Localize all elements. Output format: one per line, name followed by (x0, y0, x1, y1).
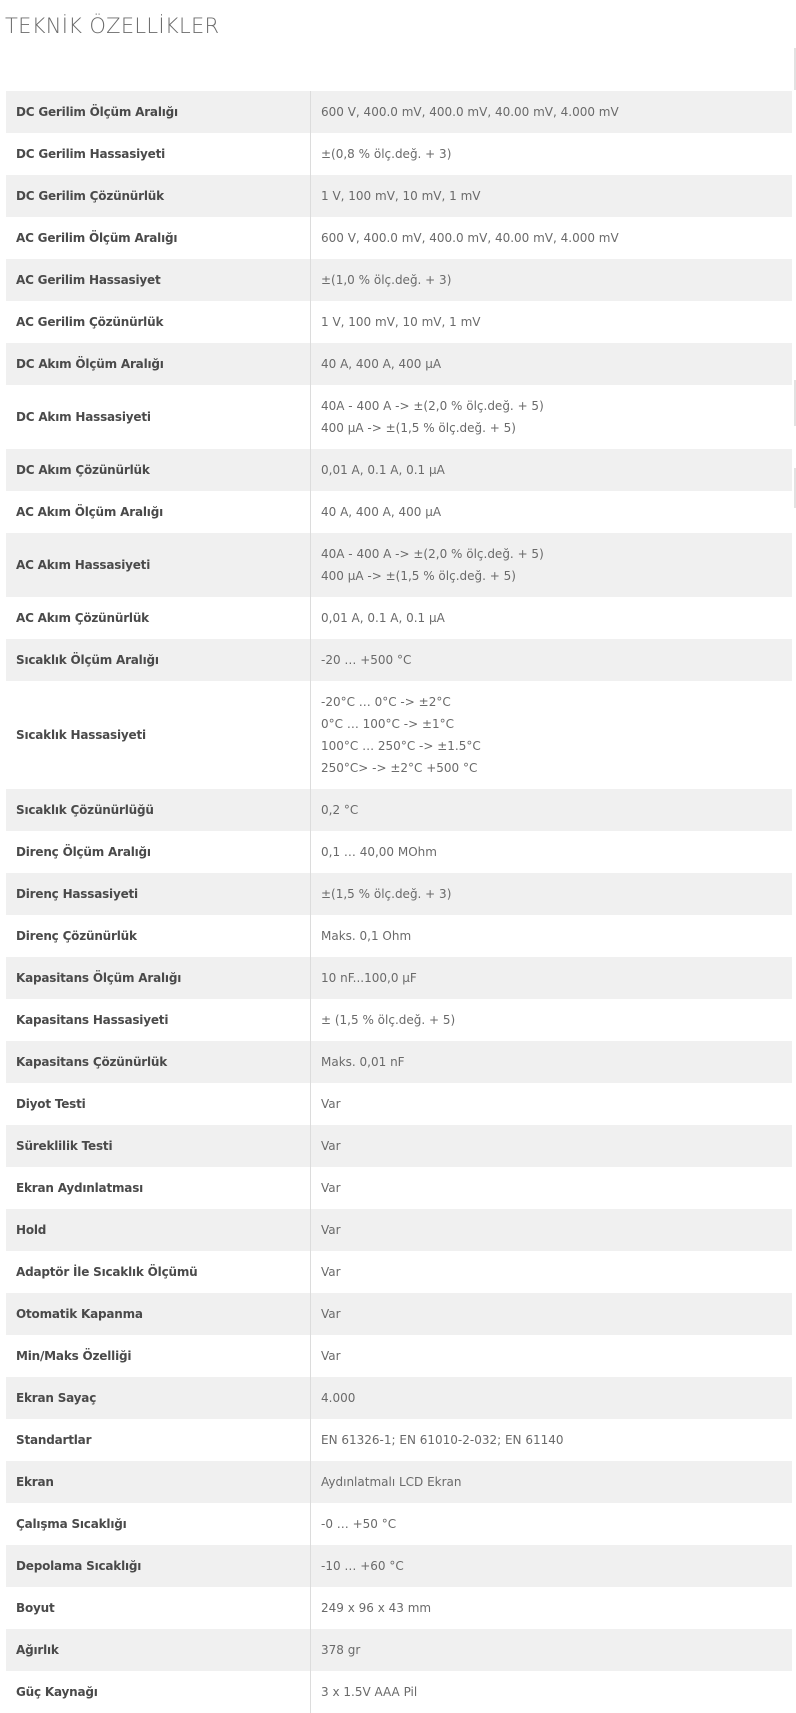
spec-row (6, 217, 792, 259)
spec-row (6, 533, 792, 597)
spec-value (311, 1125, 793, 1167)
spec-value (311, 343, 793, 385)
spec-value-line: -10 … +60 °C (321, 1559, 404, 1573)
spec-row (6, 957, 792, 999)
spec-value-line: 600 V, 400.0 mV, 400.0 mV, 40.00 mV, 4.000 mV (321, 231, 619, 245)
spec-value-line: 100°C … 250°C -> ±1.5°C (321, 739, 481, 753)
spec-row (6, 91, 792, 133)
spec-value-line: Var (321, 1181, 341, 1195)
spec-value-line: 1 V, 100 mV, 10 mV, 1 mV (321, 189, 481, 203)
spec-label: AC Akım Hassasiyeti (6, 533, 311, 597)
spec-value (311, 999, 793, 1041)
spec-row (6, 1587, 792, 1629)
spec-label: Min/Maks Özelliği (6, 1335, 311, 1377)
spec-value-line: 10 nF...100,0 µF (321, 971, 417, 985)
spec-row (6, 999, 792, 1041)
spec-value-line: 0,01 A, 0.1 A, 0.1 µA (321, 611, 445, 625)
spec-value-line: Aydınlatmalı LCD Ekran (321, 1475, 462, 1489)
spec-label: Kapasitans Hassasiyeti (6, 999, 311, 1041)
page-title: TEKNİK ÖZELLİKLER (5, 14, 220, 38)
spec-value-line: 3 x 1.5V AAA Pil (321, 1685, 418, 1699)
spec-row (6, 831, 792, 873)
spec-value (311, 789, 793, 831)
spec-row (6, 639, 792, 681)
spec-value (311, 301, 793, 343)
spec-value-line: -20°C … 0°C -> ±2°C (321, 695, 451, 709)
spec-row (6, 449, 792, 491)
spec-value-line: 0,1 … 40,00 MOhm (321, 845, 437, 859)
spec-row (6, 873, 792, 915)
spec-label: AC Akım Çözünürlük (6, 597, 311, 639)
spec-row (6, 1671, 792, 1713)
spec-value (311, 957, 793, 999)
spec-value (311, 639, 793, 681)
spec-label: Adaptör İle Sıcaklık Ölçümü (6, 1251, 311, 1293)
spec-label: Ağırlık (6, 1629, 311, 1671)
spec-row (6, 175, 792, 217)
spec-row (6, 1419, 792, 1461)
spec-value-line: ±(1,0 % ölç.değ. + 3) (321, 273, 452, 287)
spec-label: DC Akım Çözünürlük (6, 449, 311, 491)
spec-label: DC Akım Ölçüm Aralığı (6, 343, 311, 385)
spec-value-line: 600 V, 400.0 mV, 400.0 mV, 40.00 mV, 4.000 mV (321, 105, 619, 119)
spec-value-line: 40A - 400 A -> ±(2,0 % ölç.değ. + 5) (321, 399, 544, 413)
spec-row (6, 915, 792, 957)
spec-value (311, 533, 793, 597)
spec-value-line: Var (321, 1307, 341, 1321)
spec-row (6, 1293, 792, 1335)
specs-table-body (6, 91, 792, 1713)
spec-label: Standartlar (6, 1419, 311, 1461)
spec-value-line: EN 61326-1; EN 61010-2-032; EN 61140 (321, 1433, 564, 1447)
spec-row (6, 597, 792, 639)
spec-value (311, 217, 793, 259)
spec-row (6, 301, 792, 343)
spec-value (311, 1377, 793, 1419)
spec-label: DC Akım Hassasiyeti (6, 385, 311, 449)
spec-row (6, 1251, 792, 1293)
spec-value (311, 1671, 793, 1713)
spec-row (6, 1125, 792, 1167)
spec-row (6, 259, 792, 301)
spec-label: Otomatik Kapanma (6, 1293, 311, 1335)
spec-row (6, 1629, 792, 1671)
spec-value (311, 259, 793, 301)
spec-row (6, 1377, 792, 1419)
spec-label: DC Gerilim Hassasiyeti (6, 133, 311, 175)
spec-label: Sıcaklık Çözünürlüğü (6, 789, 311, 831)
spec-value-line: 249 x 96 x 43 mm (321, 1601, 432, 1615)
spec-label: Süreklilik Testi (6, 1125, 311, 1167)
spec-value (311, 491, 793, 533)
spec-value (311, 831, 793, 873)
spec-value-line: 1 V, 100 mV, 10 mV, 1 mV (321, 315, 481, 329)
spec-label: AC Gerilim Ölçüm Aralığı (6, 217, 311, 259)
spec-value-line: Var (321, 1349, 341, 1363)
spec-row (6, 681, 792, 789)
spec-label: Kapasitans Ölçüm Aralığı (6, 957, 311, 999)
spec-value (311, 915, 793, 957)
specs-table (6, 91, 792, 1713)
spec-label: AC Akım Ölçüm Aralığı (6, 491, 311, 533)
spec-row (6, 491, 792, 533)
spec-value (311, 385, 793, 449)
spec-row (6, 1335, 792, 1377)
spec-row (6, 1083, 792, 1125)
spec-value (311, 175, 793, 217)
spec-value (311, 1545, 793, 1587)
spec-value-line: Maks. 0,1 Ohm (321, 929, 412, 943)
spec-value-line: Var (321, 1139, 341, 1153)
spec-row (6, 133, 792, 175)
spec-value-line: Var (321, 1265, 341, 1279)
spec-value (311, 1587, 793, 1629)
spec-label: Hold (6, 1209, 311, 1251)
spec-value-line: 378 gr (321, 1643, 361, 1657)
spec-label: Ekran Aydınlatması (6, 1167, 311, 1209)
spec-value (311, 1041, 793, 1083)
spec-value-line: 250°C> -> ±2°C +500 °C (321, 761, 478, 775)
spec-value-line: Maks. 0,01 nF (321, 1055, 405, 1069)
spec-label: Diyot Testi (6, 1083, 311, 1125)
spec-row (6, 343, 792, 385)
spec-value-line: 40A - 400 A -> ±(2,0 % ölç.değ. + 5) (321, 547, 544, 561)
spec-value (311, 449, 793, 491)
spec-value (311, 681, 793, 789)
spec-value (311, 133, 793, 175)
spec-label: DC Gerilim Çözünürlük (6, 175, 311, 217)
spec-value (311, 1209, 793, 1251)
spec-row (6, 1041, 792, 1083)
spec-label: Ekran Sayaç (6, 1377, 311, 1419)
spec-value-line: ± (1,5 % ölç.değ. + 5) (321, 1013, 456, 1027)
spec-label: AC Gerilim Hassasiyet (6, 259, 311, 301)
spec-value (311, 1293, 793, 1335)
spec-value-line: 0,2 °C (321, 803, 359, 817)
spec-value (311, 1629, 793, 1671)
spec-value (311, 91, 793, 133)
spec-value-line: -0 … +50 °C (321, 1517, 397, 1531)
spec-value (311, 1167, 793, 1209)
spec-label: DC Gerilim Ölçüm Aralığı (6, 91, 311, 133)
spec-row (6, 1503, 792, 1545)
spec-label: Çalışma Sıcaklığı (6, 1503, 311, 1545)
spec-value (311, 1461, 793, 1503)
spec-row (6, 789, 792, 831)
spec-value-line: 0,01 A, 0.1 A, 0.1 µA (321, 463, 445, 477)
spec-value (311, 1503, 793, 1545)
spec-value-line: Var (321, 1223, 341, 1237)
spec-label: Direnç Çözünürlük (6, 915, 311, 957)
spec-label: Direnç Hassasiyeti (6, 873, 311, 915)
spec-value (311, 1251, 793, 1293)
spec-value (311, 1083, 793, 1125)
spec-value-line: -20 … +500 °C (321, 653, 412, 667)
spec-value-line: 400 µA -> ±(1,5 % ölç.değ. + 5) (321, 421, 516, 435)
spec-value-line: 4.000 (321, 1391, 356, 1405)
spec-value (311, 597, 793, 639)
spec-value-line: ±(1,5 % ölç.değ. + 3) (321, 887, 452, 901)
spec-label: Boyut (6, 1587, 311, 1629)
spec-row (6, 1461, 792, 1503)
spec-value-line: 400 µA -> ±(1,5 % ölç.değ. + 5) (321, 569, 516, 583)
spec-label: Direnç Ölçüm Aralığı (6, 831, 311, 873)
spec-row (6, 1545, 792, 1587)
spec-row (6, 1209, 792, 1251)
spec-value (311, 1419, 793, 1461)
spec-row (6, 385, 792, 449)
spec-label: Depolama Sıcaklığı (6, 1545, 311, 1587)
spec-label: AC Gerilim Çözünürlük (6, 301, 311, 343)
spec-label: Kapasitans Çözünürlük (6, 1041, 311, 1083)
spec-label: Sıcaklık Ölçüm Aralığı (6, 639, 311, 681)
spec-value-line: ±(0,8 % ölç.değ. + 3) (321, 147, 452, 161)
spec-value-line: 40 A, 400 A, 400 µA (321, 505, 442, 519)
spec-value (311, 873, 793, 915)
spec-label: Sıcaklık Hassasiyeti (6, 681, 311, 789)
spec-row (6, 1167, 792, 1209)
spec-label: Güç Kaynağı (6, 1671, 311, 1713)
spec-value-line: 0°C … 100°C -> ±1°C (321, 717, 455, 731)
spec-value-line: 40 A, 400 A, 400 µA (321, 357, 442, 371)
spec-value-line: Var (321, 1097, 341, 1111)
spec-label: Ekran (6, 1461, 311, 1503)
spec-value (311, 1335, 793, 1377)
